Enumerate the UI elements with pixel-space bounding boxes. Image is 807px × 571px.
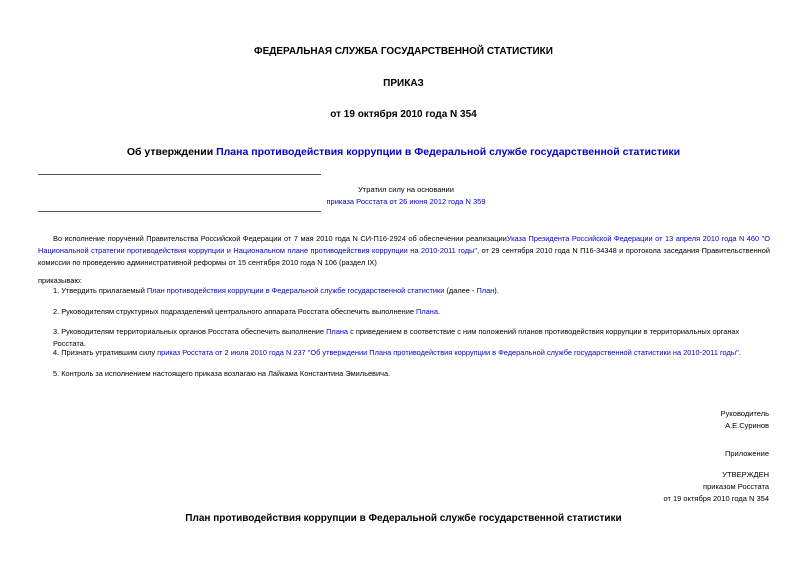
- item-3-text-1: 3. Руководителям территориальных органов Росстата обеспечить выполнение: [53, 327, 327, 336]
- item-3-text-2: с приведением в соответствие с ним положений планов противодействия коррупции в территориальных органах Росстата.: [53, 327, 740, 348]
- approved-date: от 19 октября 2010 года N 354: [663, 494, 769, 503]
- divider-bottom: [38, 211, 321, 212]
- subject-plan-link[interactable]: Плана противодействия коррупции в Федеральной службе государственной статистики: [216, 146, 681, 158]
- order-item-4: [53, 347, 773, 359]
- item-4-text-2: .: [738, 348, 741, 357]
- preamble-text-2: , от 29 сентября 2010 года N П16-34348 и протокола заседания Правительственной комиссии по проведению административной реформы от 15 сентября 2010 года N 106 (раздел IX): [38, 246, 770, 267]
- item-2-text-2: .: [437, 307, 441, 316]
- subject-prefix: Об утверждении: [126, 146, 217, 158]
- item-2-plan-link[interactable]: Плана: [416, 307, 438, 316]
- item-1-text-2: (далее -: [444, 286, 477, 295]
- approval-block: [663, 469, 769, 505]
- repeal-note: [300, 184, 512, 208]
- approved-by: приказом Росстата: [703, 482, 769, 491]
- order-item-1: [53, 285, 773, 297]
- signatory-title: Руководитель: [720, 409, 769, 418]
- repeal-order-link[interactable]: приказа Росстата от 26 июня 2012 года N 359: [326, 197, 486, 206]
- document-type: ПРИКАЗ: [383, 78, 424, 89]
- preamble-text-1: Во исполнение поручений Правительства Российской Федерации от 7 мая 2010 года N СИ-П16-2924 об обеспечении реализации: [53, 234, 507, 243]
- divider-top: [38, 174, 321, 175]
- item-3-plan-link[interactable]: Плана: [326, 327, 349, 336]
- item-1-text-1: 1. Утвердить прилагаемый: [53, 286, 147, 295]
- repeal-note-text: Утратил силу на основании: [358, 185, 454, 194]
- signatory-name: А.Е.Суринов: [725, 421, 769, 430]
- item-1-text-3: ).: [494, 286, 499, 295]
- item-4-repealed-order-link[interactable]: приказ Росстата от 2 июля 2010 года N 237 "Об утверждении Плана противодействия коррупции в Федеральной службе государственной статистики на 2010-2011 годы": [157, 348, 739, 357]
- document-subject: [0, 146, 807, 158]
- presidential-decree-link[interactable]: Указа Президента Российской Федерации от 13 апреля 2010 года N 460 "О Национальной стратегии противодействия коррупции и Национальном плане противодействия коррупции на 2010-2011 годы": [38, 234, 770, 255]
- agency-title: ФЕДЕРАЛЬНАЯ СЛУЖБА ГОСУДАРСТВЕННОЙ СТАТИСТИКИ: [254, 46, 553, 57]
- item-1-plan-link[interactable]: План противодействия коррупции в Федеральной службе государственной статистики: [146, 286, 445, 295]
- plan-title: План противодействия коррупции в Федеральной службе государственной статистики: [185, 513, 622, 524]
- signature-block: [721, 408, 769, 432]
- order-item-2: [53, 306, 773, 318]
- document-date: от 19 октября 2010 года N 354: [330, 109, 477, 120]
- order-item-5: 5. Контроль за исполнением настоящего приказа возлагаю на Лайкама Константина Эмильевича.: [53, 369, 391, 378]
- item-2-text-1: 2. Руководителям структурных подразделений центрального аппарата Росстата обеспечить выполнение: [53, 307, 417, 316]
- appendix-label: Приложение: [725, 449, 769, 458]
- item-1-plan-short-link[interactable]: План: [476, 286, 495, 295]
- approved-label: УТВЕРЖДЕН: [722, 470, 769, 479]
- preamble-paragraph: [38, 233, 770, 269]
- item-4-text-1: 4. Признать утратившим силу: [53, 348, 158, 357]
- order-word: приказываю:: [38, 276, 82, 285]
